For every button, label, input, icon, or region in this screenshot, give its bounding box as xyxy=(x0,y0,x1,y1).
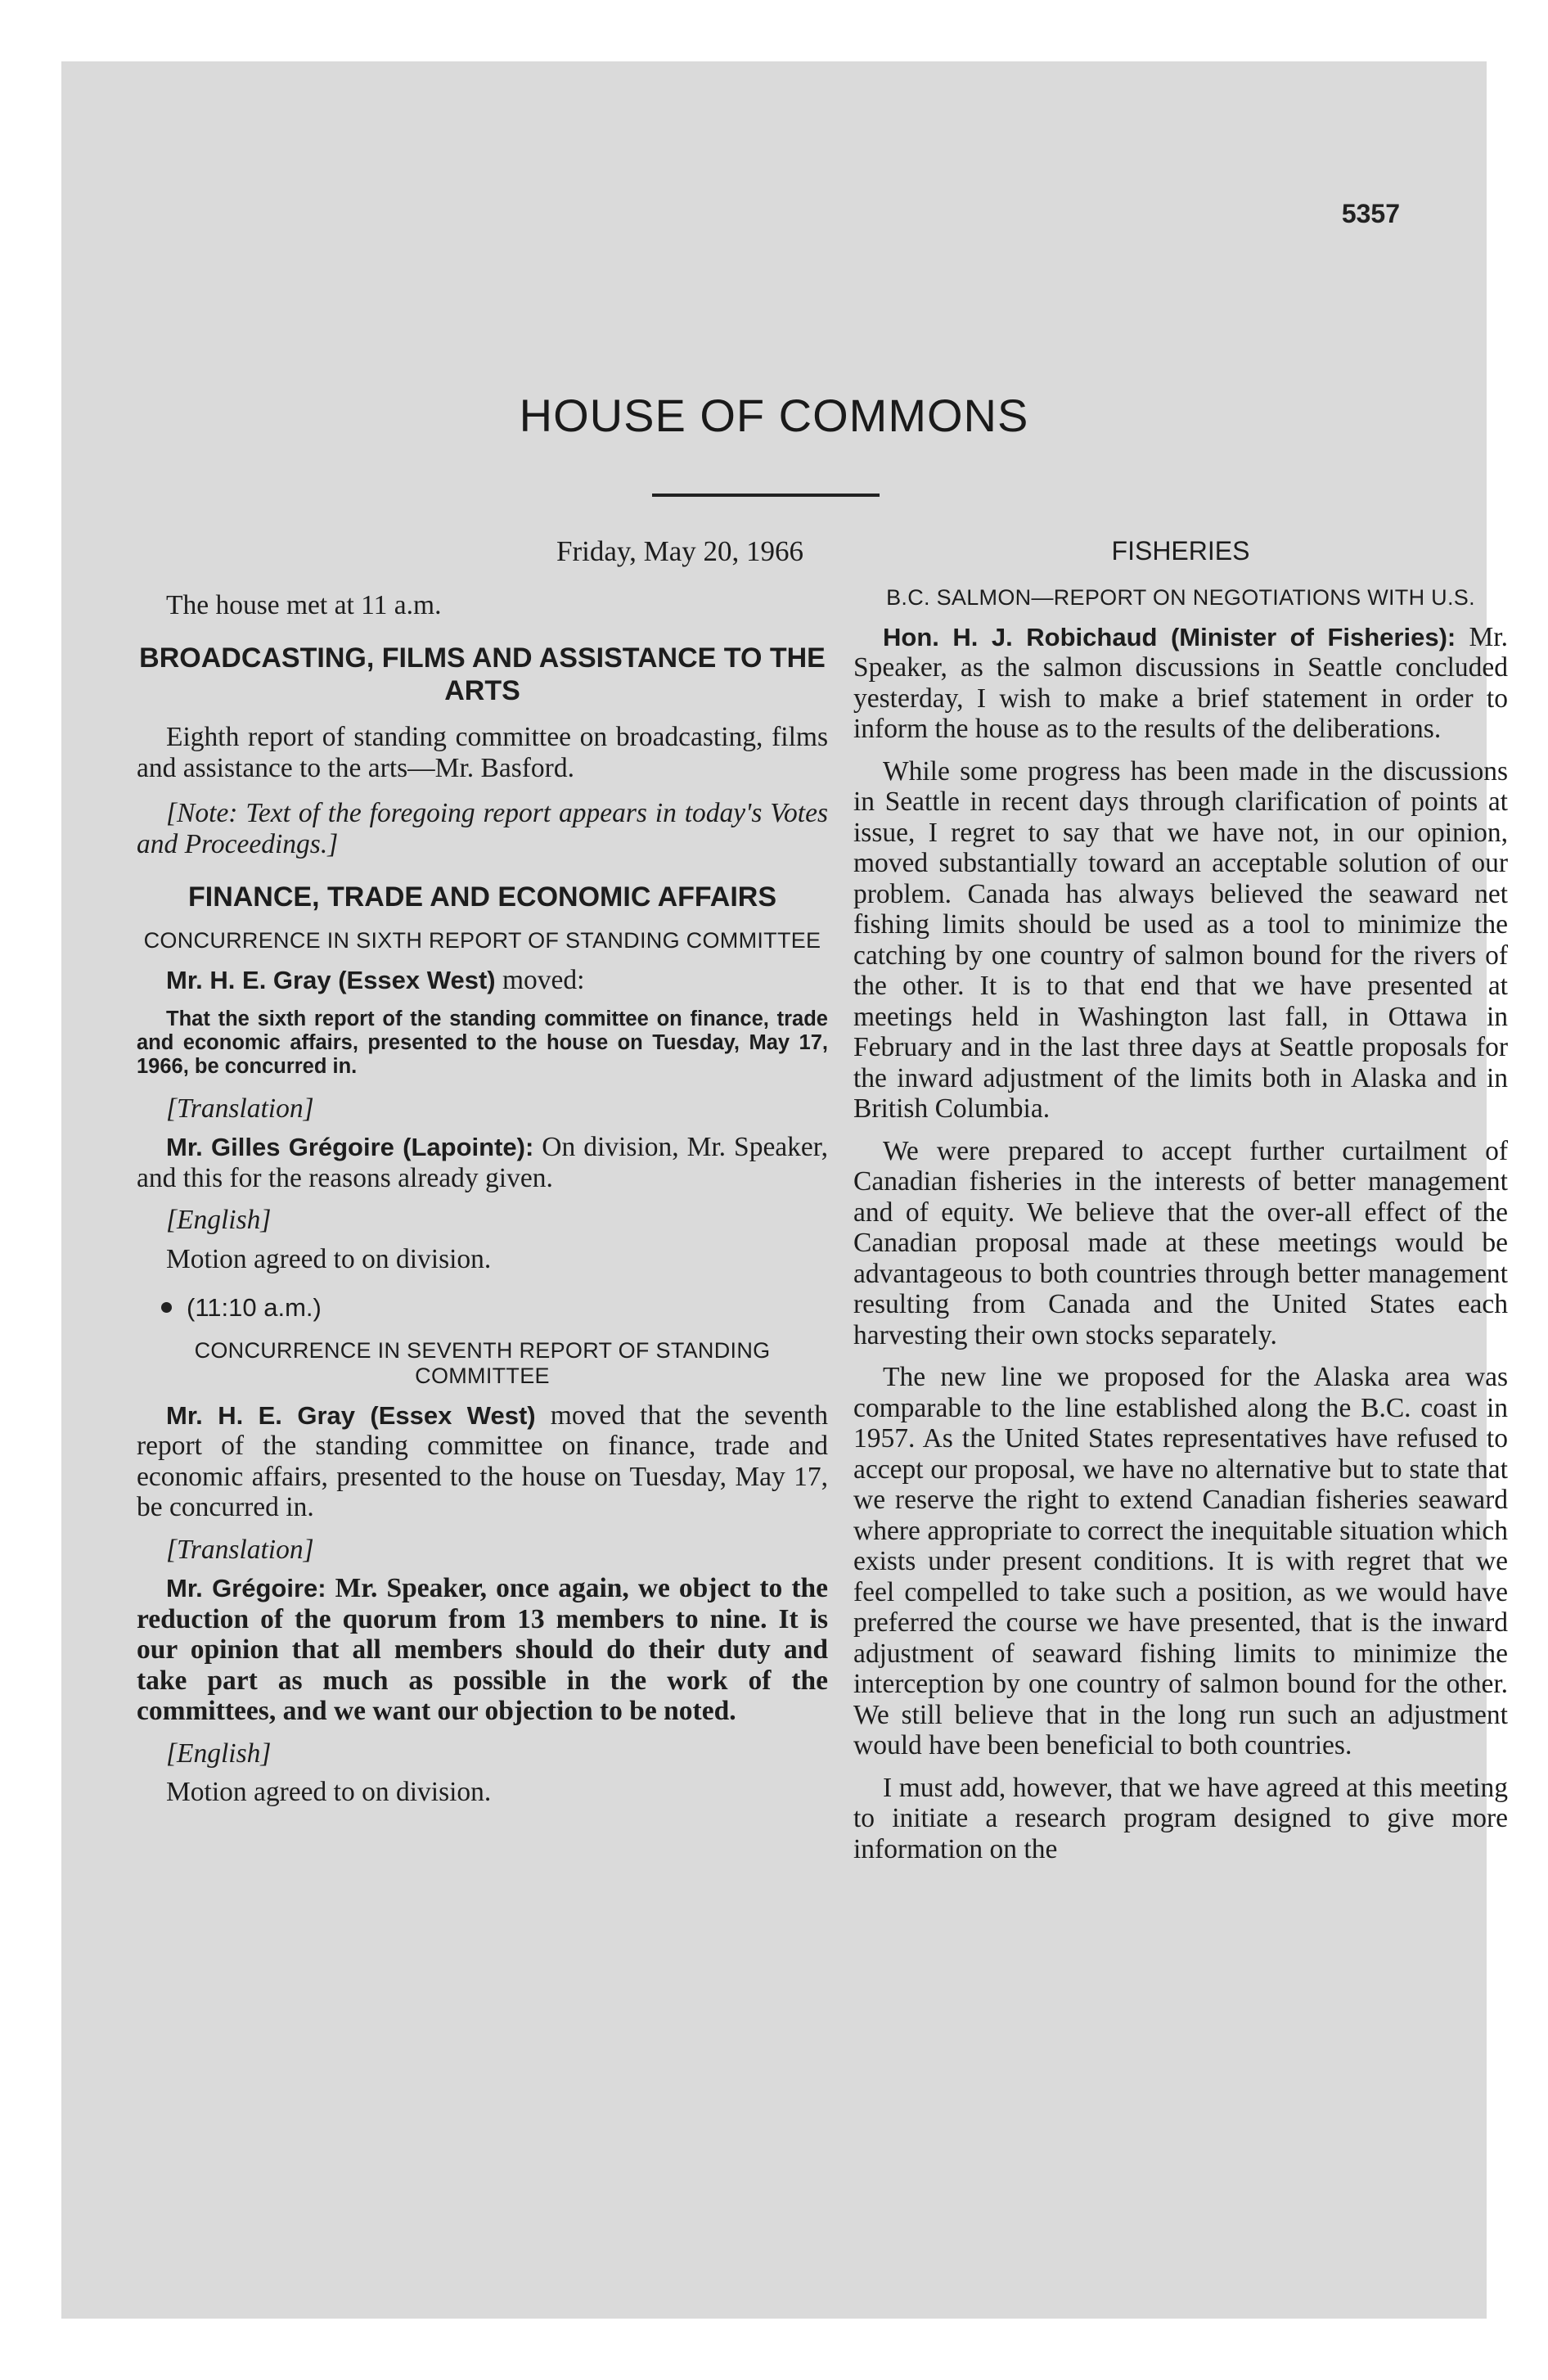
bullet-icon xyxy=(161,1302,172,1313)
gray-motion-intro xyxy=(137,965,828,996)
opening-line: The house met at 11 a.m. xyxy=(166,589,442,620)
broadcasting-heading: BROADCASTING, FILMS AND ASSISTANCE TO THE ARTS xyxy=(139,642,826,706)
broadcasting-note: [Note: Text of the foregoing report appears in today's Votes and Proceedings.] xyxy=(137,798,828,859)
motion-agreed: Motion agreed to on division. xyxy=(166,1243,492,1274)
speaker-name: Mr. Gilles Grégoire (Lapointe): xyxy=(166,1133,534,1161)
paragraph: While some progress has been made in the discussions in Seattle in recent days through clarification of points at issue, I regret to say that we have not, in our opinion, moved substantially toward an acceptable solution of our problem. Canada has always believed the seaward net fishing limits should be used as a tool to minimize the catching by one country of salmon bound for the rivers of the other. It is to that end that we have presented at meetings held in Washington last fall, in Ottawa in February and in the last three days at Seattle proposals for the inward adjustment of the limits both in Alaska and in British Columbia. xyxy=(853,755,1508,1124)
sixth-report-subheading: CONCURRENCE IN SIXTH REPORT OF STANDING COMMITTEE xyxy=(143,928,821,953)
broadcasting-report: Eighth report of standing committee on broadcasting, films and assistance to the arts—Mr. Basford. xyxy=(137,722,828,783)
title-rule xyxy=(652,494,880,497)
speech-text: moved that the seventh report of the standing committee on finance, trade and economic affairs, presented to the house on Tuesday, May 17, be concurred in. xyxy=(137,1400,829,1522)
gray-second-motion xyxy=(137,1400,828,1523)
speech-text: On division, Mr. Speaker, and this for the reasons already given. xyxy=(137,1132,828,1193)
page-number: 5357 xyxy=(1341,199,1400,228)
salmon-subheading: B.C. SALMON—REPORT ON NEGOTIATIONS WITH U.S. xyxy=(886,584,1475,610)
speech-text: Mr. Speaker, as the salmon discussions in Seattle concluded yesterday, I wish to make a brief statement in order to inform the house as to the results of the deliberations. xyxy=(853,621,1508,744)
paragraph: The new line we proposed for the Alaska area was comparable to the line established along the B.C. coast in 1957. As the United States representatives have refused to accept our proposal, we have no alternative but to state that we reserve the right to extend Canadian fisheries seaward where appropriate to correct the inequitable situation which exists under present conditions. It is with regret that we feel compelled to take such a position, as we would have preferred the course we have presented, that is the inward adjustment of seaward fishing limits to minimize the interception by one country of salmon bound for the other. We still believe that in the long run such an adjustment would have been beneficial to both countries. xyxy=(853,1362,1508,1760)
robichaud-statement xyxy=(853,622,1508,745)
speaker-name: Hon. H. J. Robichaud (Minister of Fisheries): xyxy=(883,622,1456,651)
gregoire-remark xyxy=(137,1132,828,1193)
right-column xyxy=(853,536,1508,1864)
paragraph: I must add, however, that we have agreed at this meeting to initiate a research program designed to give more information on the xyxy=(853,1772,1508,1864)
fisheries-heading: FISHERIES xyxy=(1111,536,1250,566)
sitting-date: Friday, May 20, 1966 xyxy=(556,535,803,567)
seventh-report-subheading: CONCURRENCE IN SEVENTH REPORT OF STANDING COMMITTEE xyxy=(194,1337,771,1388)
finance-heading: FINANCE, TRADE AND ECONOMIC AFFAIRS xyxy=(187,881,777,913)
motion-agreed: Motion agreed to on division. xyxy=(166,1777,492,1807)
speech-text: Mr. Speaker, once again, we object to the reduction of the quorum from 13 members to nine. It is our opinion that all members should do their duty and take part as much as possible in the work of the committees, and we want our objection to be noted. xyxy=(137,1573,829,1726)
paragraph: We were prepared to accept further curtailment of Canadian fisheries in the interests of better management and of equity. We believe that the over-all effect of the Canadian proposal made at these meetings would be advantageous to both countries through better management resulting from Canada and the United States each harvesting their own stocks separately. xyxy=(853,1135,1508,1350)
masthead-title: HOUSE OF COMMONS xyxy=(519,390,1029,441)
timestamp-text: (11:10 a.m.) xyxy=(187,1293,322,1322)
sixth-report-motion xyxy=(137,1007,828,1079)
motion-text: That the sixth report of the standing committee on finance, trade and economic affairs, presented to the house on Tuesday, May 17, 1966, be concurred in. xyxy=(137,1007,828,1078)
gregoire-objection xyxy=(137,1573,828,1727)
english-tag: [English] xyxy=(166,1738,272,1769)
timestamp xyxy=(137,1292,828,1323)
speech-text: moved: xyxy=(495,965,585,995)
speaker-name: Mr. H. E. Gray (Essex West) xyxy=(166,1400,536,1430)
left-column xyxy=(137,536,828,1808)
english-tag: [English] xyxy=(166,1205,272,1235)
speaker-name: Mr. Grégoire: xyxy=(166,1574,326,1602)
translation-tag: [Translation] xyxy=(166,1534,314,1565)
page-scan xyxy=(61,61,1508,2319)
translation-tag: [Translation] xyxy=(166,1093,314,1124)
speaker-name: Mr. H. E. Gray (Essex West) xyxy=(166,966,496,994)
